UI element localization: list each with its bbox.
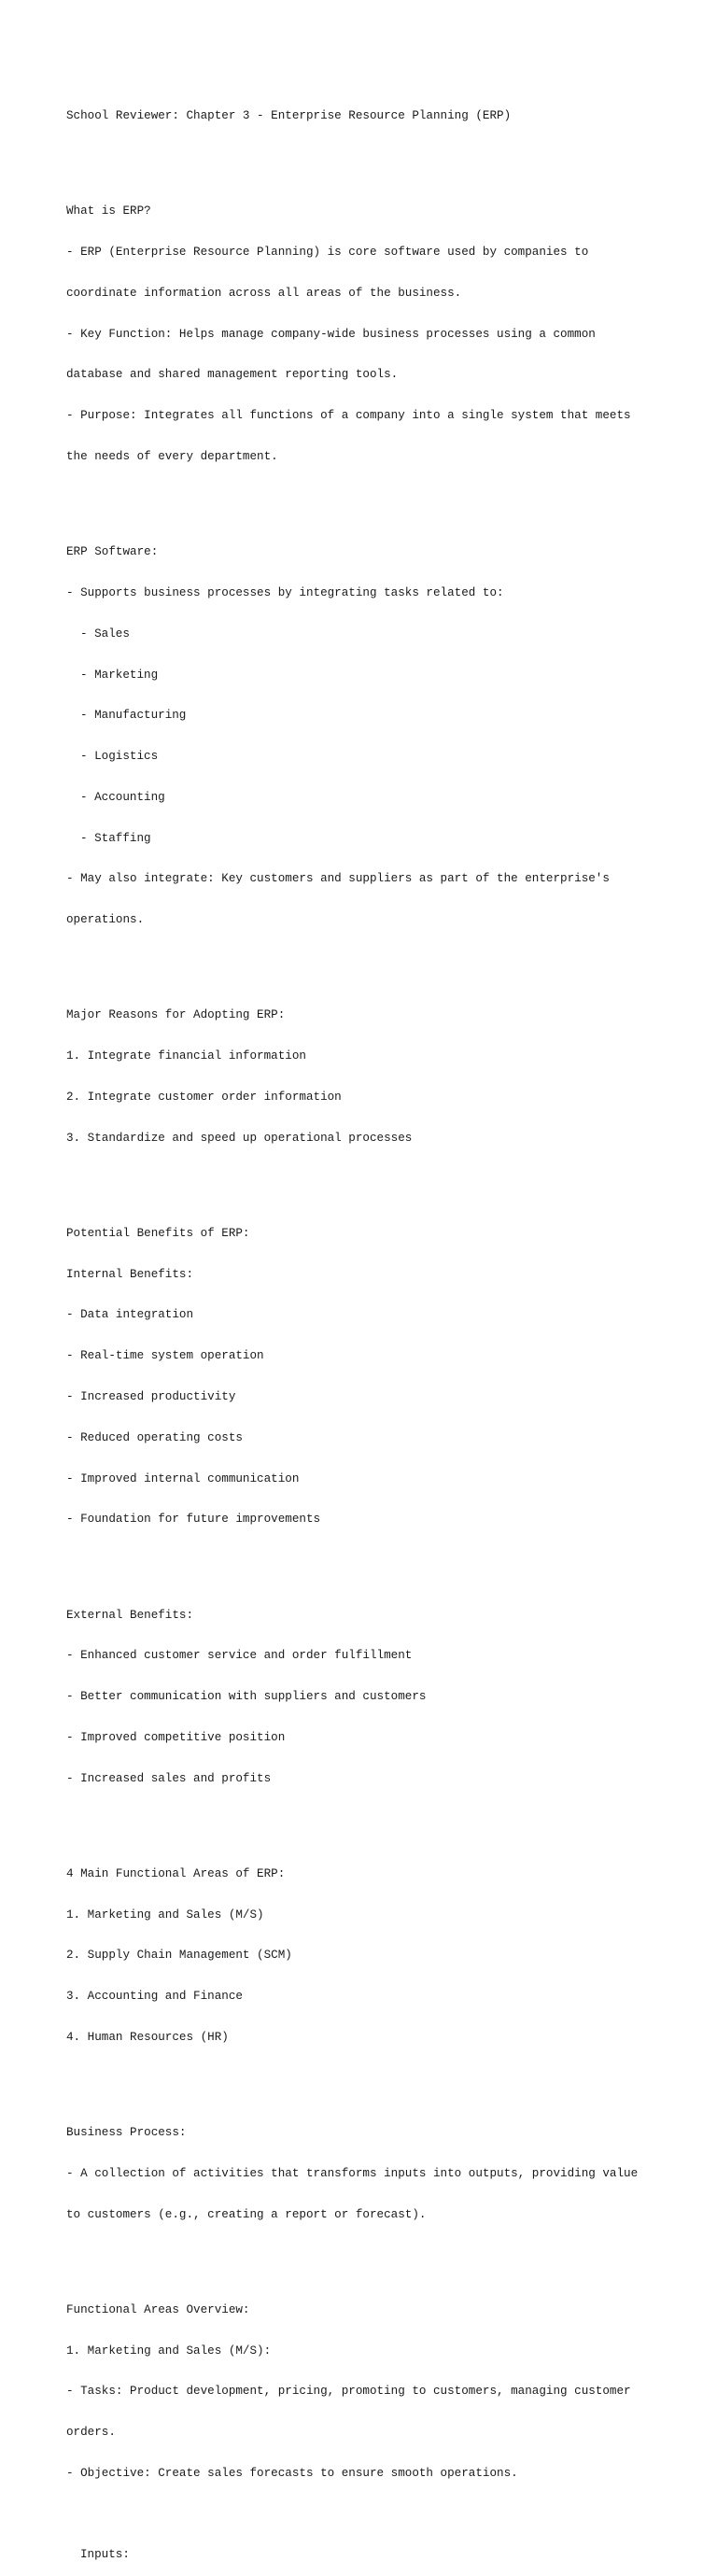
list-item: - Marketing (80, 668, 159, 682)
text-line: - May also integrate: Key customers and suppliers as part of the enterprise's (66, 872, 610, 886)
list-item: - Increased productivity (66, 1390, 236, 1403)
list-item: - Real-time system operation (66, 1349, 264, 1363)
list-item: 3. Accounting and Finance (66, 1990, 243, 2004)
list-item: - Reduced operating costs (66, 1430, 243, 1444)
text-line: orders. (66, 2426, 116, 2440)
list-item: - Foundation for future improvements (66, 1513, 321, 1527)
list-item: 1. Marketing and Sales (M/S) (66, 1907, 264, 1921)
list-item: 4. Human Resources (HR) (66, 2030, 229, 2044)
section-heading-functional-areas: 4 Main Functional Areas of ERP: (66, 1866, 286, 1880)
text-line: operations. (66, 913, 145, 927)
section-heading-potential-benefits: Potential Benefits of ERP: (66, 1226, 250, 1240)
list-item: - Improved competitive position (66, 1730, 286, 1744)
text-line: - Key Function: Helps manage company-wide business processes using a common (66, 327, 596, 341)
text-line: to customers (e.g., creating a report or forecast). (66, 2207, 427, 2221)
text-line: - Purpose: Integrates all functions of a company into a single system that meets (66, 409, 631, 423)
text-line: 1. Marketing and Sales (M/S): (66, 2344, 272, 2358)
list-item: - Logistics (80, 750, 159, 764)
list-item: - Better communication with suppliers and customers (66, 1690, 427, 1704)
text-line: coordinate information across all areas of the business. (66, 286, 462, 300)
list-item: - Enhanced customer service and order fulfillment (66, 1649, 413, 1663)
list-item: - Accounting (80, 790, 165, 804)
document-page (66, 82, 664, 2576)
list-item: 3. Standardize and speed up operational processes (66, 1131, 413, 1145)
list-item: - Manufacturing (80, 709, 187, 723)
section-heading-major-reasons: Major Reasons for Adopting ERP: (66, 1008, 286, 1022)
list-item: 2. Integrate customer order information (66, 1090, 342, 1104)
section-heading-functional-areas-overview: Functional Areas Overview: (66, 2302, 250, 2316)
subheading-internal-benefits: Internal Benefits: (66, 1267, 194, 1281)
text-line: database and shared management reporting tools. (66, 368, 399, 382)
list-item: - Increased sales and profits (66, 1771, 272, 1785)
text-line: - Objective: Create sales forecasts to ensure smooth operations. (66, 2466, 518, 2480)
subheading-external-benefits: External Benefits: (66, 1608, 194, 1622)
text-line: - Supports business processes by integrating tasks related to: (66, 585, 504, 599)
text-line: - A collection of activities that transforms inputs into outputs, providing value (66, 2166, 639, 2180)
section-heading-erp-software: ERP Software: (66, 545, 159, 559)
section-heading-what-is-erp: What is ERP? (66, 204, 151, 218)
inputs-label: Inputs: (80, 2548, 130, 2562)
list-item: - Data integration (66, 1308, 194, 1322)
document-title: School Reviewer: Chapter 3 - Enterprise Resource Planning (ERP) (66, 109, 512, 123)
text-line: the needs of every department. (66, 450, 278, 464)
section-heading-business-process: Business Process: (66, 2126, 187, 2140)
text-line: - ERP (Enterprise Resource Planning) is core software used by companies to (66, 246, 589, 260)
text-line: - Tasks: Product development, pricing, promoting to customers, managing customer (66, 2385, 631, 2399)
list-item: 2. Supply Chain Management (SCM) (66, 1949, 292, 1963)
list-item: - Sales (80, 626, 130, 640)
list-item: - Improved internal communication (66, 1471, 300, 1485)
list-item: 1. Integrate financial information (66, 1049, 306, 1063)
list-item: - Staffing (80, 831, 151, 845)
